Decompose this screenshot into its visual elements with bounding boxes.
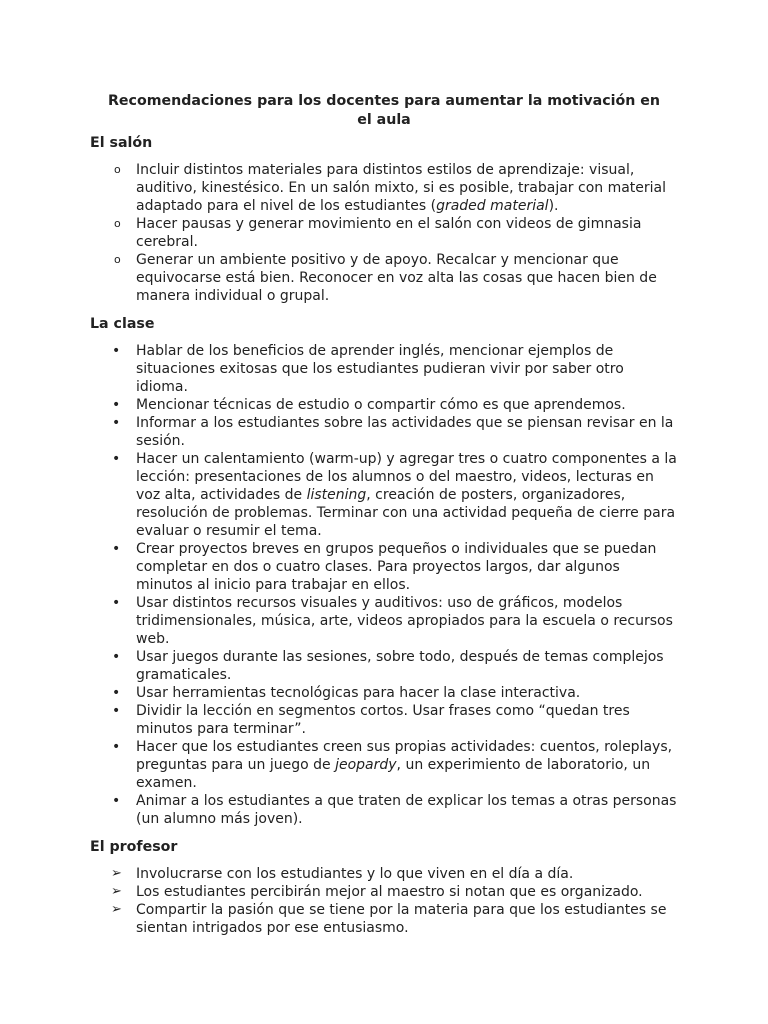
list-item-text: , un experimiento de laboratorio, un examen. [136, 757, 651, 791]
document-body [90, 134, 678, 937]
list-marker-icon: o [114, 253, 121, 266]
list-item-text: Usar distintos recursos visuales y auditivos: uso de gráficos, modelos tridimensionales, música, arte, videos apropiados para la escuela o recursos web. [136, 595, 673, 647]
list-item [90, 684, 678, 702]
list-item-text: Hacer pausas y generar movimiento en el salón con videos de gimnasia cerebral. [136, 216, 642, 250]
list-item [90, 396, 678, 414]
list-marker-icon: ➢ [111, 866, 122, 881]
list-marker-icon: • [112, 343, 121, 359]
list-item-text: Crear proyectos breves en grupos pequeños o individuales que se puedan completar en dos o cuatro clases. Para proyectos largos, dar algunos minutos al inicio para trabajar en ellos. [136, 541, 657, 593]
list-item-text: Los estudiantes percibirán mejor al maestro si notan que es organizado. [136, 884, 643, 900]
list-item-text: Informar a los estudiantes sobre las actividades que se piensan revisar en la sesión. [136, 415, 674, 449]
section-1 [90, 315, 678, 828]
list-item-text: Mencionar técnicas de estudio o compartir cómo es que aprendemos. [136, 397, 626, 413]
list-item-emphasis: listening [306, 487, 367, 503]
list-item-text: Usar herramientas tecnológicas para hacer la clase interactiva. [136, 685, 581, 701]
section-heading: La clase [90, 316, 155, 332]
list-marker-icon: o [114, 217, 121, 230]
section-2 [90, 838, 678, 937]
list-item [90, 450, 678, 540]
list-marker-icon: • [112, 685, 121, 701]
list-marker-icon: • [112, 415, 121, 431]
list-item [90, 792, 678, 828]
list-marker-icon: • [112, 541, 121, 557]
list-marker-icon: • [112, 739, 121, 755]
list-marker-icon: • [112, 451, 121, 467]
list-item [90, 702, 678, 738]
list-item-text: Hablar de los beneficios de aprender inglés, mencionar ejemplos de situaciones exitosas que los estudiantes pudieran vivir por saber otro idioma. [136, 343, 624, 395]
list-item-text: Usar juegos durante las sesiones, sobre todo, después de temas complejos gramaticales. [136, 649, 664, 683]
list-marker-icon: • [112, 595, 121, 611]
list-item-emphasis: graded material [436, 198, 549, 214]
list-item [90, 901, 678, 937]
list-item-text: Compartir la pasión que se tiene por la materia para que los estudiantes se sientan intrigados por ese entusiasmo. [136, 902, 667, 936]
list-item [90, 540, 678, 594]
list-marker-icon: • [112, 397, 121, 413]
list-item [90, 215, 678, 251]
list-item [90, 414, 678, 450]
list-item-text: Hacer un calentamiento (warm-up) y agregar tres o cuatro componentes a la lección: presentaciones de los alumnos o del maestro, videos, lecturas en voz alta, actividades de [136, 451, 677, 503]
list-item-text: Incluir distintos materiales para distintos estilos de aprendizaje: visual, auditivo, kinestésico. En un salón mixto, si es posible, trabajar con material adaptado para el nivel de los estudiantes ( [136, 162, 667, 214]
section-list [90, 865, 678, 937]
section-heading: El salón [90, 135, 153, 151]
list-marker-icon: • [112, 703, 121, 719]
list-marker-icon: • [112, 793, 121, 809]
list-item-text: Hacer que los estudiantes creen sus propias actividades: cuentos, roleplays, preguntas para un juego de [136, 739, 673, 773]
list-item [90, 342, 678, 396]
section-0 [90, 134, 678, 305]
document-title: Recomendaciones para los docentes para aumentar la motivación en el aula [108, 93, 660, 128]
list-item-text: Generar un ambiente positivo y de apoyo. Recalcar y mencionar que equivocarse está bien. Reconocer en voz alta las cosas que hacen bien de manera individual o grupal. [136, 252, 657, 304]
list-item [90, 648, 678, 684]
list-item [90, 883, 678, 901]
list-item-text: , creación de posters, organizadores, resolución de problemas. Terminar con una actividad pequeña de cierre para evaluar o resumir el tema. [136, 487, 676, 539]
list-item-text: Involucrarse con los estudiantes y lo que viven en el día a día. [136, 866, 574, 882]
list-item-emphasis: jeopardy [335, 757, 397, 773]
list-item-text: Dividir la lección en segmentos cortos. Usar frases como “quedan tres minutos para terminar”. [136, 703, 630, 737]
list-marker-icon: o [114, 163, 121, 176]
list-item [90, 251, 678, 305]
list-item [90, 738, 678, 792]
list-item-text: ). [548, 198, 559, 214]
list-item [90, 594, 678, 648]
list-marker-icon: ➢ [111, 902, 122, 917]
list-marker-icon: ➢ [111, 884, 122, 899]
section-list [90, 342, 678, 828]
section-heading: El profesor [90, 839, 178, 855]
section-list [90, 161, 678, 305]
list-item [90, 865, 678, 883]
list-marker-icon: • [112, 649, 121, 665]
list-item-text: Animar a los estudiantes a que traten de explicar los temas a otras personas (un alumno más joven). [136, 793, 677, 827]
list-item [90, 161, 678, 215]
